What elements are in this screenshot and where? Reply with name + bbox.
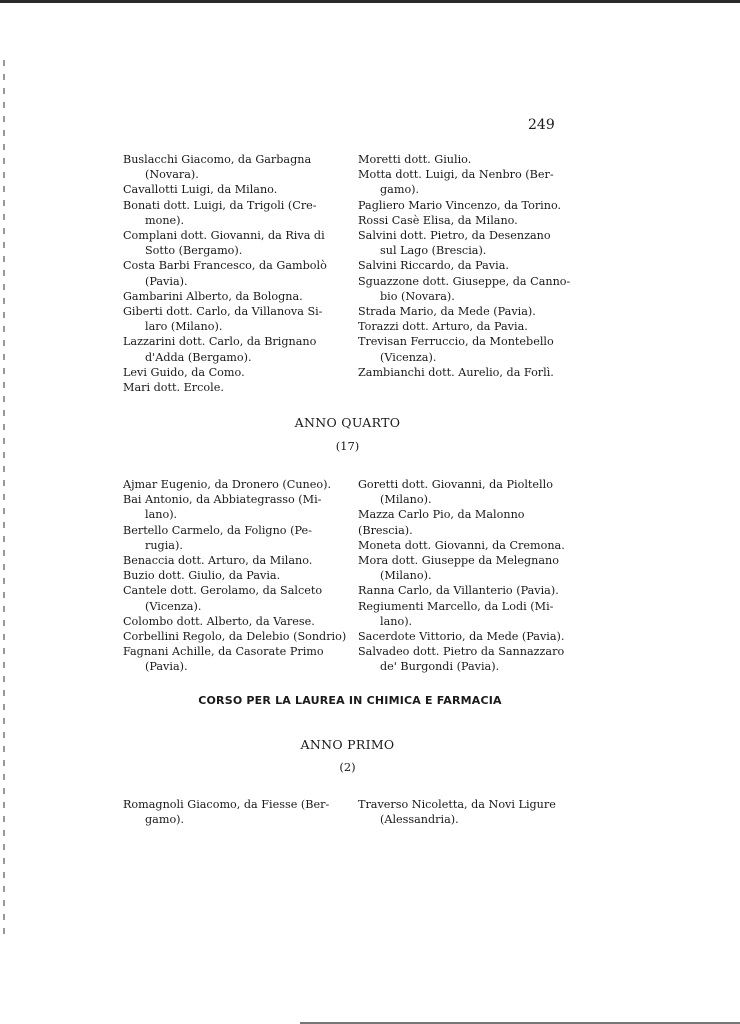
- entry-line: Strada Mario, da Mede (Pavia).: [358, 305, 536, 319]
- student-entry: [358, 258, 578, 273]
- anno-quarto-heading: ANNO QUARTO: [294, 415, 401, 430]
- entry-line: Mora dott. Giuseppe da Melegnano: [358, 554, 559, 568]
- entry-line: Moneta dott. Giovanni, da Cremona.: [358, 538, 565, 552]
- entry-line: Sguazzone dott. Giuseppe, da Canno-: [358, 274, 571, 288]
- entry-line: Gambarini Alberto, da Bologna.: [123, 289, 303, 303]
- student-entry: [358, 538, 578, 553]
- entry-line: Regiumenti Marcello, da Lodi (Mi-: [358, 599, 554, 613]
- entry-line: Sacerdote Vittorio, da Mede (Pavia).: [358, 630, 565, 644]
- student-entry: [123, 644, 351, 674]
- entry-continuation: lano).: [145, 508, 178, 522]
- student-entry: [123, 182, 351, 197]
- entry-continuation: gamo).: [380, 183, 420, 197]
- entry-line: Ajmar Eugenio, da Dronero (Cuneo).: [123, 478, 332, 491]
- student-entry: [358, 629, 578, 644]
- entry-line: Mari dott. Ercole.: [123, 381, 224, 395]
- student-entry: [123, 334, 351, 364]
- entry-line: Complani dott. Giovanni, da Riva di: [123, 229, 325, 243]
- course-heading: CORSO PER LA LAUREA IN CHIMICA E FARMACIA: [198, 694, 502, 707]
- student-entry: [358, 152, 578, 167]
- entry-continuation: laro (Milano).: [145, 320, 223, 334]
- student-entry: [358, 583, 578, 598]
- entry-line: Bertello Carmelo, da Foligno (Pe-: [123, 523, 312, 537]
- student-entry: [123, 553, 351, 568]
- entry-line: Buslacchi Giacomo, da Garbagna: [123, 153, 312, 166]
- student-entry: [123, 477, 351, 492]
- entry-continuation: bio (Novara).: [380, 289, 455, 303]
- entry-continuation: (Novara).: [145, 168, 199, 182]
- student-entry: [358, 274, 578, 304]
- entry-continuation: (Alessandria).: [380, 813, 459, 827]
- student-entry: [358, 797, 578, 827]
- student-entry: [358, 365, 578, 380]
- student-entry: [358, 228, 578, 258]
- entry-line: Zambianchi dott. Aurelio, da Forlì.: [358, 365, 554, 379]
- entry-line: Rossi Casè Elisa, da Milano.: [358, 213, 518, 227]
- entry-line: Cantele dott. Gerolamo, da Salceto: [123, 584, 323, 598]
- entry-continuation: sul Lago (Brescia).: [380, 244, 487, 258]
- student-entry: [358, 599, 578, 629]
- student-entry: [358, 477, 578, 507]
- anno-quarto-count: (17): [335, 439, 360, 453]
- entry-continuation: (Pavia).: [145, 660, 188, 674]
- student-entry: [123, 228, 351, 258]
- entry-line: Torazzi dott. Arturo, da Pavia.: [358, 320, 528, 334]
- student-entry: [123, 289, 351, 304]
- entry-line: Moretti dott. Giulio.: [358, 153, 472, 166]
- student-entry: [358, 319, 578, 334]
- student-entry: [358, 507, 578, 537]
- entry-line: Salvini Riccardo, da Pavia.: [358, 259, 509, 273]
- student-entry: [358, 167, 578, 197]
- entry-line: Benaccia dott. Arturo, da Milano.: [123, 554, 313, 568]
- entry-line: Mazza Carlo Pio, da Malonno (Brescia).: [358, 508, 525, 537]
- student-entry: [358, 553, 578, 583]
- entry-continuation: (Pavia).: [145, 274, 188, 288]
- student-entry: [358, 213, 578, 228]
- student-entry: [123, 629, 351, 644]
- section2-left-column: [123, 477, 351, 675]
- entry-continuation: (Vicenza).: [145, 599, 202, 613]
- entry-line: Goretti dott. Giovanni, da Pioltello: [358, 478, 553, 491]
- entry-line: Fagnani Achille, da Casorate Primo: [123, 645, 324, 659]
- entry-continuation: rugia).: [145, 538, 183, 552]
- page-top-edge: [0, 0, 740, 3]
- entry-line: Pagliero Mario Vincenzo, da Torino.: [358, 198, 562, 212]
- page-number: 249: [528, 117, 555, 133]
- entry-line: Giberti dott. Carlo, da Villanova Si-: [123, 305, 323, 319]
- entry-continuation: (Milano).: [380, 569, 432, 583]
- student-entry: [123, 492, 351, 522]
- entry-continuation: de' Burgondi (Pavia).: [380, 660, 500, 674]
- section3-left-column: [123, 797, 351, 827]
- student-entry: [123, 583, 351, 613]
- student-entry: [123, 568, 351, 583]
- student-entry: [123, 198, 351, 228]
- student-entry: [123, 304, 351, 334]
- section2-right-column: [358, 477, 578, 675]
- student-entry: [358, 644, 578, 674]
- entry-continuation: (Milano).: [380, 493, 432, 507]
- entry-line: Buzio dott. Giulio, da Pavia.: [123, 569, 281, 583]
- entry-line: Salvini dott. Pietro, da Desenzano: [358, 229, 551, 243]
- entry-continuation: (Vicenza).: [380, 350, 437, 364]
- entry-line: Bonati dott. Luigi, da Trigoli (Cre-: [123, 198, 317, 212]
- entry-line: Trevisan Ferruccio, da Montebello: [358, 335, 554, 349]
- section3-right-column: [358, 797, 578, 827]
- student-entry: [123, 380, 351, 395]
- student-entry: [123, 258, 351, 288]
- student-entry: [123, 523, 351, 553]
- entry-line: Romagnoli Giacomo, da Fiesse (Ber-: [123, 798, 330, 811]
- entry-line: Cavallotti Luigi, da Milano.: [123, 183, 278, 197]
- student-entry: [123, 614, 351, 629]
- entry-line: Ranna Carlo, da Villanterio (Pavia).: [358, 584, 559, 598]
- student-entry: [358, 334, 578, 364]
- entry-continuation: gamo).: [145, 813, 185, 827]
- student-entry: [123, 365, 351, 380]
- student-entry: [358, 304, 578, 319]
- student-entry: [358, 198, 578, 213]
- entry-continuation: Sotto (Bergamo).: [145, 244, 243, 258]
- entry-line: Levi Guido, da Como.: [123, 365, 245, 379]
- student-entry: [123, 152, 351, 182]
- entry-continuation: mone).: [145, 213, 185, 227]
- entry-continuation: d'Adda (Bergamo).: [145, 350, 252, 364]
- section1-left-column: [123, 152, 351, 395]
- section1-right-column: [358, 152, 578, 380]
- student-entry: [123, 797, 351, 827]
- entry-line: Motta dott. Luigi, da Nenbro (Ber-: [358, 168, 554, 182]
- entry-continuation: lano).: [380, 614, 413, 628]
- entry-line: Lazzarini dott. Carlo, da Brignano: [123, 335, 317, 349]
- entry-line: Salvadeo dott. Pietro da Sannazzaro: [358, 645, 565, 659]
- entry-line: Bai Antonio, da Abbiategrasso (Mi-: [123, 493, 322, 507]
- entry-line: Corbellini Regolo, da Delebio (Sondrio): [123, 630, 347, 644]
- entry-line: Traverso Nicoletta, da Novi Ligure: [358, 798, 556, 811]
- entry-line: Colombo dott. Alberto, da Varese.: [123, 614, 315, 628]
- anno-primo-heading: ANNO PRIMO: [300, 737, 395, 752]
- anno-primo-count: (2): [339, 760, 356, 774]
- binding-margin: [3, 60, 5, 940]
- entry-line: Costa Barbi Francesco, da Gambolò: [123, 259, 327, 273]
